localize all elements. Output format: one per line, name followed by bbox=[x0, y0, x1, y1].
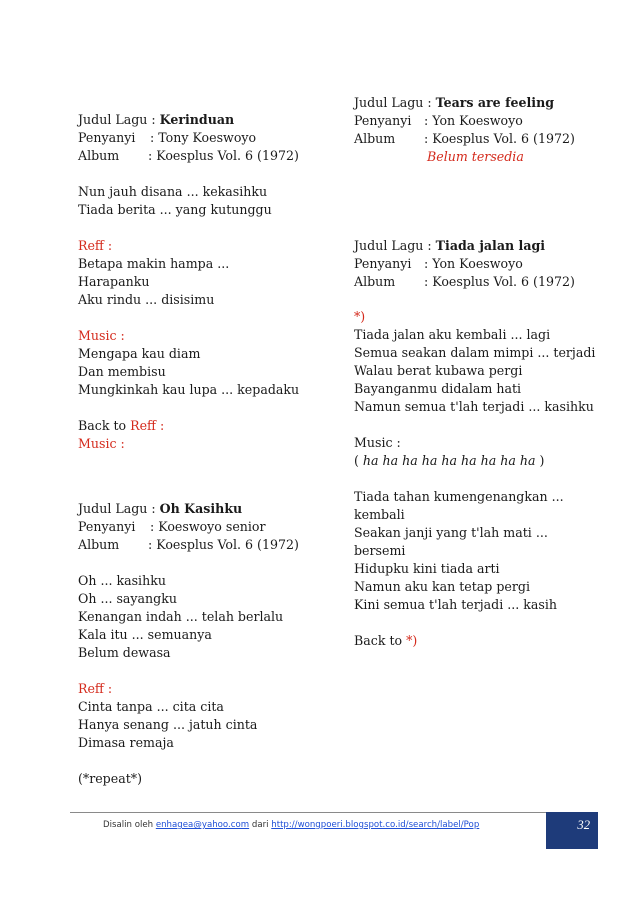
album-row bbox=[78, 147, 299, 165]
penyanyi-value: : Koeswoyo senior bbox=[150, 519, 266, 534]
lyric-line: Nun jauh disana ... kekasihku bbox=[78, 184, 268, 199]
penyanyi-row bbox=[354, 112, 523, 130]
album-label: Album bbox=[78, 148, 120, 163]
penyanyi-value: : Yon Koeswoyo bbox=[424, 256, 523, 271]
album-value: : Koesplus Vol. 6 (1972) bbox=[424, 274, 575, 289]
judul-value: Oh Kasihku bbox=[159, 501, 243, 516]
back-to-line bbox=[78, 417, 164, 435]
music-ha-line bbox=[354, 452, 544, 470]
lyric-line: Betapa makin hampa ... bbox=[78, 256, 230, 271]
judul-label: Judul Lagu : bbox=[78, 501, 160, 516]
lyric-line: Seakan janji yang t'lah mati ... bbox=[354, 525, 548, 540]
judul-label: Judul Lagu : bbox=[354, 238, 436, 253]
footer-middle: dari bbox=[249, 820, 272, 830]
lyric-line: kembali bbox=[354, 507, 405, 522]
music-label: Music : bbox=[78, 436, 125, 451]
reff-label: Reff : bbox=[78, 238, 113, 253]
album-value: : Koesplus Vol. 6 (1972) bbox=[148, 148, 299, 163]
album-label: Album bbox=[354, 274, 396, 289]
album-value: : Koesplus Vol. 6 (1972) bbox=[424, 131, 575, 146]
song-title-tiada-jalan bbox=[354, 237, 545, 255]
footer-email-link[interactable]: enhagea@yahoo.com bbox=[155, 820, 250, 830]
lyric-line: Kini semua t'lah terjadi ... kasih bbox=[354, 597, 558, 612]
penyanyi-value: : Yon Koeswoyo bbox=[424, 113, 523, 128]
lyric-line: Oh ... sayangku bbox=[78, 591, 177, 606]
lyric-line: Tiada tahan kumengenangkan ... bbox=[354, 489, 564, 504]
paren-close: ) bbox=[535, 453, 545, 468]
music-label: Music : bbox=[354, 435, 401, 450]
lyric-line: Hanya senang ... jatuh cinta bbox=[78, 717, 258, 732]
chorus-ref: *) bbox=[406, 633, 418, 648]
song-title-oh-kasihku bbox=[78, 500, 242, 518]
lyric-line: Namun semua t'lah terjadi ... kasihku bbox=[354, 399, 594, 414]
footer-prefix: Disalin oleh bbox=[103, 820, 156, 830]
penyanyi-row bbox=[78, 129, 257, 147]
lyric-line: Walau berat kubawa pergi bbox=[354, 363, 523, 378]
chorus-marker: *) bbox=[354, 309, 366, 324]
back-to-text: Back to bbox=[78, 418, 131, 433]
song-title-kerinduan bbox=[78, 111, 234, 129]
lyric-line: Dimasa remaja bbox=[78, 735, 174, 750]
page-number: 32 bbox=[577, 818, 590, 832]
repeat-line: (*repeat*) bbox=[78, 771, 142, 786]
lyric-line: Belum dewasa bbox=[78, 645, 171, 660]
judul-label: Judul Lagu : bbox=[354, 95, 436, 110]
penyanyi-label: Penyanyi bbox=[354, 256, 412, 271]
lyric-line: Mungkinkah kau lupa ... kepadaku bbox=[78, 382, 300, 397]
footer-credit bbox=[103, 818, 479, 832]
lyric-line: Harapanku bbox=[78, 274, 150, 289]
lyric-line: Bayanganmu didalam hati bbox=[354, 381, 522, 396]
lyric-line: Kala itu ... semuanya bbox=[78, 627, 212, 642]
album-row bbox=[354, 273, 575, 291]
lyric-line: Cinta tanpa ... cita cita bbox=[78, 699, 224, 714]
song-title-tears bbox=[354, 94, 554, 112]
back-to-text: Back to bbox=[354, 633, 407, 648]
lyric-line: Tiada jalan aku kembali ... lagi bbox=[354, 327, 551, 342]
judul-value: Tears are feeling bbox=[435, 95, 555, 110]
penyanyi-label: Penyanyi bbox=[78, 519, 136, 534]
album-value: : Koesplus Vol. 6 (1972) bbox=[148, 537, 299, 552]
music-label: Music : bbox=[78, 328, 125, 343]
lyric-line: Tiada berita ... yang kutunggu bbox=[78, 202, 272, 217]
reff-ref: Reff : bbox=[130, 418, 165, 433]
album-label: Album bbox=[78, 537, 120, 552]
lyric-line: Aku rindu ... disisimu bbox=[78, 292, 215, 307]
penyanyi-value: : Tony Koeswoyo bbox=[150, 130, 257, 145]
judul-value: Kerinduan bbox=[159, 112, 235, 127]
not-available-note: Belum tersedia bbox=[427, 149, 524, 164]
lyric-line: Kenangan indah ... telah berlalu bbox=[78, 609, 284, 624]
album-row bbox=[78, 536, 299, 554]
footer-url-link[interactable]: http://wongpoeri.blogspot.co.id/search/label/Pop bbox=[271, 820, 480, 830]
lyric-line: Semua seakan dalam mimpi ... terjadi bbox=[354, 345, 596, 360]
penyanyi-row bbox=[354, 255, 523, 273]
lyric-line: Dan membisu bbox=[78, 364, 166, 379]
judul-value: Tiada jalan lagi bbox=[435, 238, 546, 253]
penyanyi-label: Penyanyi bbox=[354, 113, 412, 128]
footer-divider bbox=[70, 812, 546, 813]
penyanyi-row bbox=[78, 518, 266, 536]
lyric-line: Hidupku kini tiada arti bbox=[354, 561, 500, 576]
lyric-line: Mengapa kau diam bbox=[78, 346, 201, 361]
album-label: Album bbox=[354, 131, 396, 146]
lyric-line: bersemi bbox=[354, 543, 406, 558]
reff-label: Reff : bbox=[78, 681, 113, 696]
penyanyi-label: Penyanyi bbox=[78, 130, 136, 145]
album-row bbox=[354, 130, 575, 148]
lyric-line: Oh ... kasihku bbox=[78, 573, 166, 588]
ha-text: ha ha ha ha ha ha ha ha ha bbox=[362, 453, 536, 468]
page-number-box bbox=[546, 812, 598, 849]
paren-open: ( bbox=[354, 453, 363, 468]
judul-label: Judul Lagu : bbox=[78, 112, 160, 127]
back-to-line bbox=[354, 632, 417, 650]
lyric-line: Namun aku kan tetap pergi bbox=[354, 579, 530, 594]
